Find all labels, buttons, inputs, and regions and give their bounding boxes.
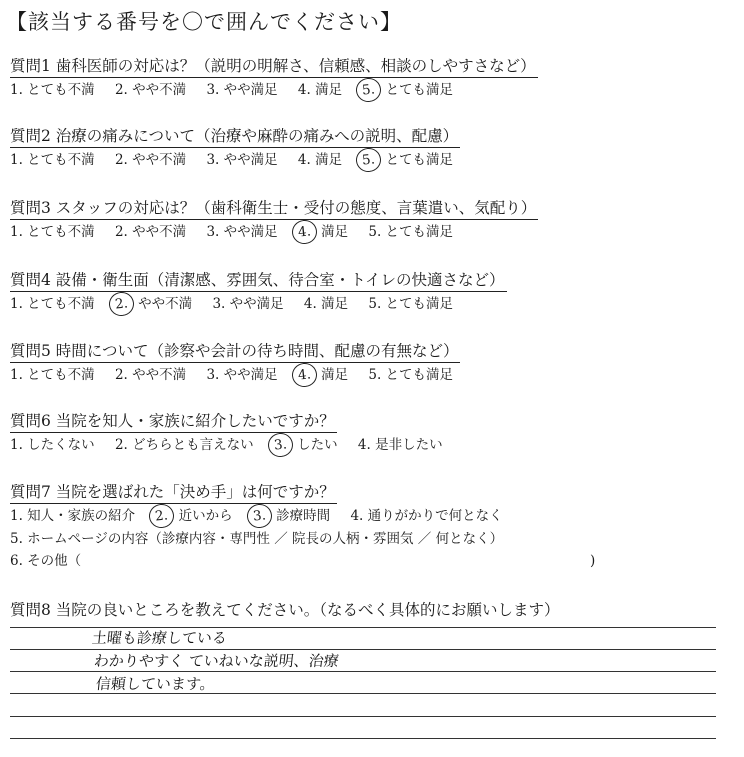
q3-option-2[interactable]: 2. やや不満 [114,224,187,240]
q7-option-1[interactable]: 1. 知人・家族の紹介 [10,508,136,524]
handwritten-answer-3: 信頼しています。 [95,675,216,693]
q7-option-6[interactable] [10,550,596,572]
q1-option-5-label: とても満足 [385,82,454,98]
q7-option-3-circled[interactable] [253,504,270,528]
answer-line-5 [10,716,716,717]
question-7-options-row1 [10,504,519,528]
q6-option-2[interactable]: 2. どちらとも言えない [114,437,254,453]
q5-option-4-circled[interactable] [298,363,315,387]
q7-option-2-label: 近いから [178,508,233,524]
q5-option-3[interactable]: 3. やや満足 [206,367,278,383]
q7-option-4[interactable]: 4. 通りがかりで何となく [350,508,503,524]
question-1-title: 質問1 歯科医師の対応は？（説明の明解さ、信頼感、相談のしやすさなど） [10,56,538,78]
question-7-title: 質問7 当院を選ばれた「決め手」は何ですか？ [10,482,337,504]
question-4-title: 質問4 設備・衛生面（清潔感、雰囲気、待合室・トイレの快適さなど） [10,270,507,292]
q3-option-3[interactable]: 3. やや満足 [206,224,278,240]
q2-option-2[interactable]: 2. やや不満 [114,152,187,168]
question-7 [10,482,596,572]
q3-option-1[interactable]: 1. とても不満 [10,224,95,240]
handwritten-answer-1: 土曜も診療している [91,629,228,647]
q5-option-2[interactable]: 2. やや不満 [114,367,187,383]
question-4-options [10,292,507,316]
q2-option-3[interactable]: 3. やや満足 [206,152,278,168]
question-6-title: 質問6 当院を知人・家族に紹介したいですか？ [10,411,337,433]
q2-selected-mark: 5. [355,147,382,173]
q1-option-4[interactable]: 4. 満足 [297,82,343,98]
q6-selected-mark: 3. [267,432,294,458]
q2-option-1[interactable]: 1. とても不満 [10,152,95,168]
question-4 [10,270,507,316]
q7-option-6-close-paren: ) [590,553,596,569]
q4-option-2-label: やや不満 [138,296,193,312]
q5-option-1[interactable]: 1. とても不満 [10,367,95,383]
q7-selected-mark-3: 3. [246,503,273,529]
handwritten-answer-2: わかりやすく ていねいな説明、治療 [93,652,340,670]
q3-selected-mark: 4. [291,219,318,245]
question-6 [10,411,459,457]
q4-option-1[interactable]: 1. とても不満 [10,296,95,312]
q1-option-2[interactable]: 2. やや不満 [114,82,187,98]
q2-option-4[interactable]: 4. 満足 [297,152,343,168]
q1-option-5-circled[interactable] [362,78,379,102]
q4-option-4[interactable]: 4. 満足 [303,296,349,312]
q2-option-5-label: とても満足 [385,152,454,168]
q7-option-5[interactable]: 5. ホームページの内容（診療内容・専門性 ／ 院長の人柄・雰囲気 ／ 何となく） [10,531,504,547]
q4-selected-mark: 2. [108,291,135,317]
question-3 [10,198,538,244]
q6-option-4[interactable]: 4. 是非したい [357,437,443,453]
q5-option-4-label: 満足 [321,367,349,383]
question-5-title: 質問5 時間について（診察や会計の待ち時間、配慮の有無など） [10,341,460,363]
q6-option-1[interactable]: 1. したくない [10,437,95,453]
question-1-options [10,78,538,102]
question-3-options [10,220,538,244]
q7-option-2-circled[interactable] [155,504,172,528]
question-5 [10,341,469,387]
q7-selected-mark-2: 2. [148,503,175,529]
q6-option-3-circled[interactable] [274,433,291,457]
q7-option-3-label: 診療時間 [276,508,331,524]
q3-option-4-label: 満足 [321,224,349,240]
q2-option-5-circled[interactable] [362,148,379,172]
q6-option-3-label: したい [297,437,338,453]
page-title: 【該当する番号を〇で囲んでください】 [6,10,402,34]
q5-selected-mark: 4. [291,362,318,388]
answer-line-3 [10,671,716,672]
q3-option-4-circled[interactable] [298,220,315,244]
q4-option-2-circled[interactable] [115,292,132,316]
q1-option-1[interactable]: 1. とても不満 [10,82,95,98]
q1-option-3[interactable]: 3. やや満足 [206,82,278,98]
q3-option-5[interactable]: 5. とても満足 [368,224,454,240]
question-1 [10,56,538,102]
question-6-options [10,433,459,457]
q7-option-6-label: 6. その他（ [10,553,82,569]
question-8-title: 質問8 当院の良いところを教えてください。（なるべく具体的にお願いします） [10,601,560,619]
question-2-title: 質問2 治療の痛みについて（治療や麻酔の痛みへの説明、配慮） [10,126,460,148]
question-3-title: 質問3 スタッフの対応は？（歯科衛生士・受付の態度、言葉遣い、気配り） [10,198,538,220]
q5-option-5[interactable]: 5. とても満足 [368,367,454,383]
q4-option-5[interactable]: 5. とても満足 [368,296,454,312]
q4-option-3[interactable]: 3. やや満足 [212,296,284,312]
question-5-options [10,363,469,387]
question-2-options [10,148,469,172]
q1-selected-mark: 5. [355,77,382,103]
answer-line-6 [10,738,716,739]
question-2 [10,126,469,172]
